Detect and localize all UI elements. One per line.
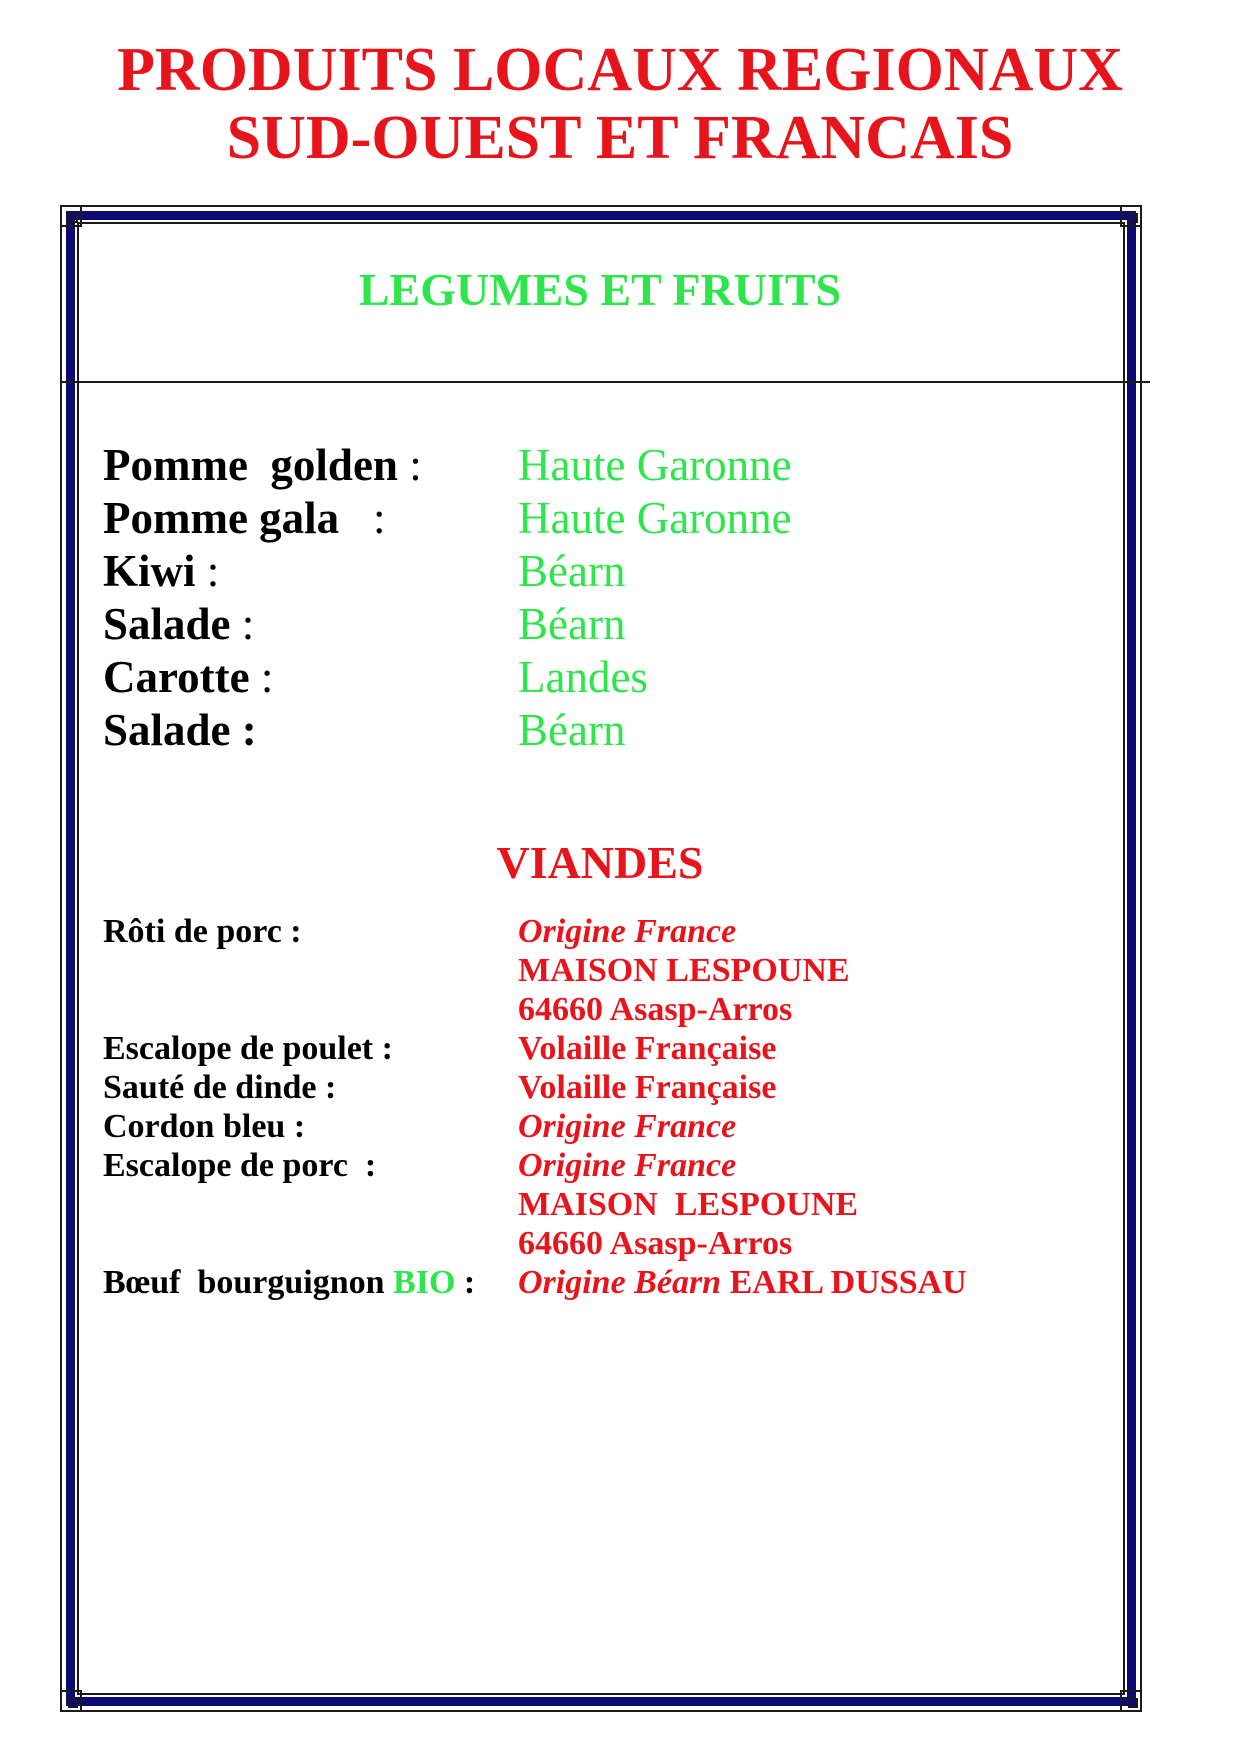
list-item [103,1029,1103,1068]
page-title [0,36,1240,172]
item-origin: Origine France [518,1108,737,1145]
list-item [103,1224,1103,1263]
item-label: Pomme golden : [103,440,422,490]
item-label: Carotte : [103,652,274,702]
legumes-list [103,439,1003,757]
item-label: Escalope de poulet : [103,1030,393,1067]
title-line-1: PRODUITS LOCAUX REGIONAUX [117,36,1123,104]
item-origin: Origine France [518,1147,737,1184]
item-label: Pomme gala : [103,493,386,543]
list-item [103,1185,1103,1224]
frame-corner-bottom-right [1120,1690,1142,1712]
frame-corner-bottom-left [60,1690,82,1712]
list-item [103,704,1003,757]
list-item [103,1146,1103,1185]
list-item [103,951,1103,990]
item-origin: Volaille Française [518,1069,777,1106]
item-supplier: MAISON LESPOUNE [518,952,850,989]
item-address: 64660 Asasp-Arros [518,1225,793,1262]
frame-corner-top-right [1120,205,1142,227]
item-origin: Haute Garonne [518,440,792,490]
list-item [103,1107,1103,1146]
bio-badge: BIO [393,1264,456,1301]
item-label: Cordon bleu : [103,1108,306,1145]
item-origin: Béarn [518,705,626,755]
item-origin: Volaille Française [518,1030,777,1067]
item-label: Salade : [103,705,257,755]
list-item [103,912,1103,951]
item-origin: Béarn [518,599,626,649]
legumes-section-title: LEGUMES ET FRUITS [358,264,842,315]
list-item [103,439,1003,492]
list-item [103,990,1103,1029]
item-label: Sauté de dinde : [103,1069,337,1106]
list-item [103,598,1003,651]
viandes-list [103,912,1103,1302]
item-origin: Haute Garonne [518,493,792,543]
item-origin: Origine Béarn EARL DUSSAU [518,1264,967,1301]
list-item [103,651,1003,704]
item-origin: Béarn [518,546,626,596]
list-item [103,545,1003,598]
item-origin: Landes [518,652,648,702]
item-label: Escalope de porc : [103,1147,377,1184]
viandes-section-title: VIANDES [496,837,704,888]
list-item [103,1263,1103,1302]
list-item [103,1068,1103,1107]
item-label: Salade : [103,599,255,649]
item-label: Kiwi : [103,546,220,596]
list-item [103,492,1003,545]
section-divider [60,381,1150,383]
frame-corner-top-left [60,205,82,227]
item-address: 64660 Asasp-Arros [518,991,793,1028]
item-label: Bœuf bourguignon BIO : [103,1264,476,1301]
item-supplier: MAISON LESPOUNE [518,1186,859,1223]
item-label: Rôti de porc : [103,913,302,950]
item-origin: Origine France [518,913,737,950]
title-line-2: SUD-OUEST ET FRANCAIS [226,104,1014,172]
